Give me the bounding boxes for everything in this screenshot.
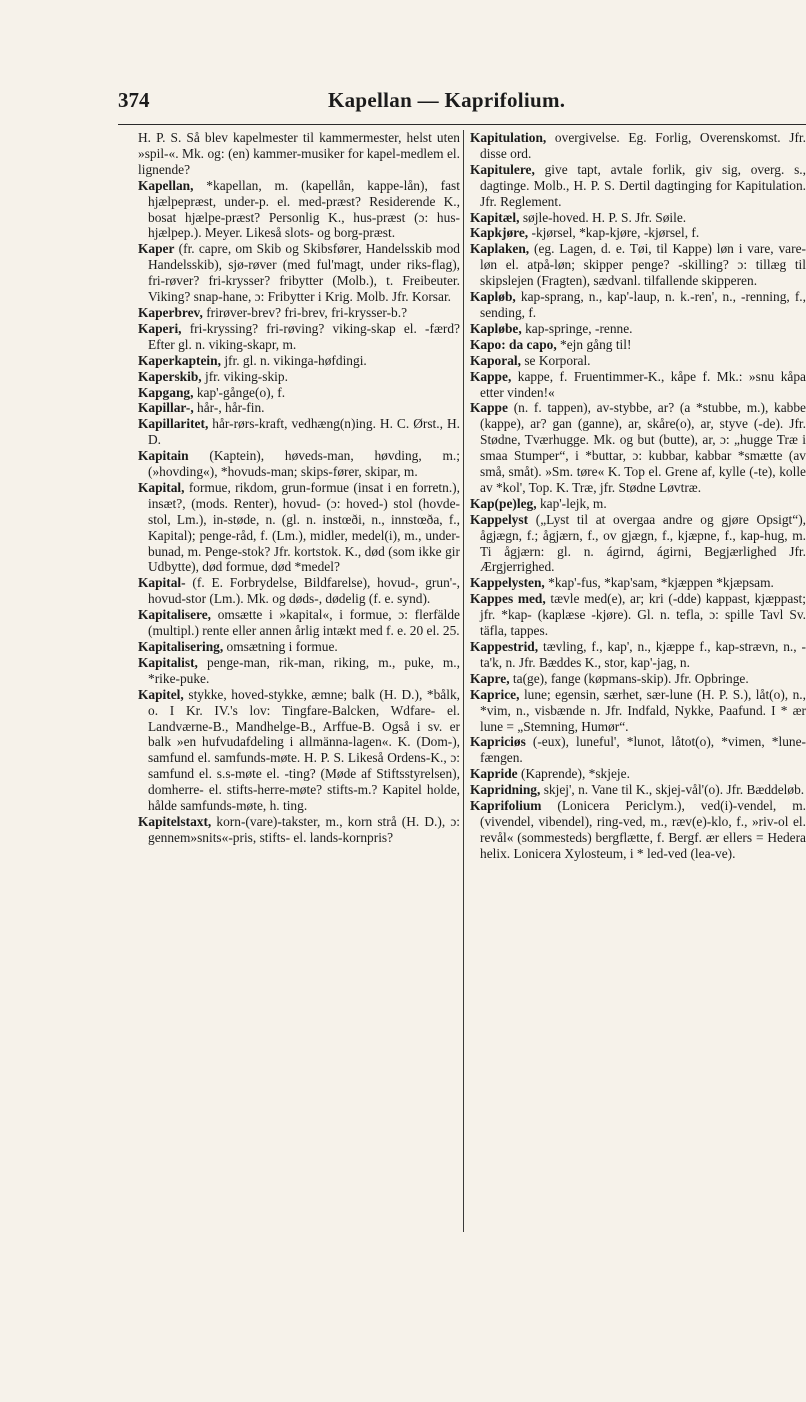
- dictionary-entry: [470, 734, 806, 766]
- dictionary-entry: [470, 321, 806, 337]
- entry-headword: Kapride: [470, 766, 518, 782]
- entry-definition: formue, rikdom, grun-formue (insat i en forretn.), insæt?, (mods. Renter), hovud- (ɔ: hoved-) stol (hovde-stol, Lm.), in-støde, n. (gl. n. instœði, n., innstœða, f., Kapital); penge-råd, f. (Lm.), midler, medel(i), m., under-bunad, m. Penge-stok? Jfr. kortstok. K., død (som ikke gir Udbytte), død formue, død *medel?: [148, 479, 460, 575]
- right-column: [470, 130, 806, 862]
- entry-headword: Kappelyst: [470, 511, 529, 527]
- entry-definition: -kjørsel, *kap-kjøre, -kjørsel, f.: [531, 225, 700, 241]
- entry-headword: Kapitulation,: [470, 130, 547, 145]
- entry-definition: lune; egensin, særhet, sær-lune (H. P. S.), låt(o), n., *vim, n., visbænde n. Jfr. Indfald, Nykke, Paafund. I * ær lune = „Stemning, Humør“.: [480, 686, 806, 734]
- entry-headword: Kaperskib,: [138, 368, 202, 384]
- entry-headword: Kapitain: [138, 448, 189, 464]
- entry-headword: Kapløbe,: [470, 320, 522, 336]
- dictionary-entry: [138, 178, 460, 242]
- dictionary-entry: [138, 416, 460, 448]
- dictionary-entry: [470, 639, 806, 671]
- entry-headword: Kapillar-,: [138, 400, 194, 416]
- entry-headword: Kapitelstaxt,: [138, 813, 212, 829]
- dictionary-entry: [470, 671, 806, 687]
- entry-definition: *kapellan, m. (kapellån, kappe-lån), fast hjælpepræst, under-p. el. med-præst? Residerende K., bosat hjælpe-præst? Personlig K., hus-præst (ɔ: hus-hjælpep.). Meyer. Likeså slots- og borg-præst.: [148, 177, 460, 241]
- entry-headword: Kapridning,: [470, 782, 541, 798]
- entry-headword: Kapital-: [138, 575, 186, 591]
- entry-headword: Kapitalisering,: [138, 639, 224, 654]
- entry-headword: Kapkjøre,: [470, 225, 529, 241]
- entry-definition: penge-man, rik-man, riking, m., puke, m., *rike-puke.: [148, 654, 460, 686]
- dictionary-entry: [470, 369, 806, 401]
- entry-definition: H. P. S. Så blev kapelmester til kammermester, helst uten »spil-«. Mk. og: (en) kammer-musiker for kapel-medlem el. lignende?: [138, 130, 460, 177]
- dictionary-entry: [138, 321, 460, 353]
- entry-headword: Kappe: [470, 400, 508, 416]
- dictionary-entry: [470, 591, 806, 639]
- entry-headword: Kaperi,: [138, 320, 182, 336]
- dictionary-entry: [470, 289, 806, 321]
- dictionary-entry: [470, 337, 806, 353]
- dictionary-entry: [470, 241, 806, 289]
- entry-headword: Kaplaken,: [470, 241, 530, 257]
- entry-definition: tævling, f., kap', n., kjæppe f., kap-strævn, n., -ta'k, n. Jfr. Bæddes K., stor, kap'-jag, n.: [480, 639, 806, 670]
- entry-definition: søjle-hoved. H. P. S. Jfr. Søile.: [522, 209, 687, 225]
- entry-headword: Kappestrid,: [470, 639, 539, 654]
- entry-definition: korn-(vare)-takster, m., korn strå (H. D.), ɔ: gennem»snits«-pris, stifts- el. lands-kornpris?: [148, 813, 460, 845]
- dictionary-entry: [138, 400, 460, 416]
- entry-definition: ta(ge), fange (køpmans-skip). Jfr. Opbringe.: [512, 670, 749, 686]
- entry-headword: Kappelysten,: [470, 575, 545, 591]
- entry-headword: Kaper: [138, 241, 175, 257]
- dictionary-entry: [470, 130, 806, 162]
- entry-definition: hår-rørs-kraft, vedhæng(n)ing. H. C. Ørst., H. D.: [148, 416, 460, 448]
- entry-headword: Kapitalisere,: [138, 607, 212, 623]
- entry-definition: (fr. capre, om Skib og Skibsfører, Handelsskib mod Handelsskib), sjø-røver (med ful'magt, under riks-flag), fri-røver? fri-krysser? fribytter (Molb.), t. Freibeuter. Viking? snap-hane, ɔ: Fribytter i Krig. Molb. Jfr. Korsar.: [148, 241, 460, 305]
- entry-headword: Kapital,: [138, 479, 185, 495]
- dictionary-entry: [138, 655, 460, 687]
- entry-headword: Kapo: da capo,: [470, 336, 557, 352]
- dictionary-entry: [138, 639, 460, 655]
- entry-definition: („Lyst til at overgaa andre og gjøre Opsigt“), ågjægn, f.; ågjærn, f., ov gjægn, f., kjæpne, f., kap-hug, m. Ti ågjærn: gl. n. ágirnd, ágirni, Begjærlighed Jfr. Ærgjerrighed.: [480, 511, 806, 575]
- entry-definition: (Lonicera Periclym.), ved(i)-vendel, m. (vivendel, vibendel), ring-ved, m., ræv(e)-klo, f., »riv-ol el. revål« (sommesteds) bergflætte, f. Bergf. ær ellers = Hedera helix. Lonicera Xylosteum, i * led-ved (lea-ve).: [480, 798, 806, 861]
- dictionary-entry: [138, 305, 460, 321]
- entry-definition: (Kaptein), høveds-man, høvding, m.; (»hovding«), *hovuds-man; skips-fører, skipar, m.: [148, 448, 460, 480]
- entry-definition: (eg. Lagen, d. e. Tøi, til Kappe) løn i vare, vare-løn el. atpå-løn; skipper penge? -skilling? ɔ: tillæg til skipslejen (Fragten), sædvanl. tilfallende skipperen.: [480, 241, 806, 289]
- entry-headword: Kappe,: [470, 368, 512, 384]
- entry-definition: (-eux), luneful', *lunot, låtot(o), *vimen, *lune-fængen.: [480, 734, 806, 766]
- entry-headword: Kapellan,: [138, 177, 194, 193]
- entry-definition: kap-springe, -renne.: [525, 320, 633, 336]
- page-header: [118, 84, 806, 125]
- dictionary-entry: [470, 782, 806, 798]
- entry-definition: (n. f. tappen), av-stybbe, ar? (a *stubbe, m.), kabbe (kappe), ar? gan (ganne), ar, skåre(o), ar, styve (-de). Jfr. Stødne, Tværhugge. Mk. og but (butte), ar, ɔ: „hugge Træ i smaa Stumper“, i *buttar, ɔ: kubbar, kabbar *smætte (av små, småt). »Sm. tøre« K. Top el. Grene af, kylle (-te), kolle av *kol', Top. K. Træ, jfr. Stødne Løvtræ.: [480, 400, 806, 495]
- dictionary-entry: [138, 607, 460, 639]
- dictionary-entry: [138, 130, 460, 178]
- entry-definition: fri-kryssing? fri-røving? viking-skap el. -færd? Efter gl. n. viking-skapr, m.: [148, 320, 460, 352]
- entry-headword: Kapløb,: [470, 289, 516, 305]
- entry-definition: kap'-gånge(o), f.: [196, 384, 286, 400]
- entry-headword: Kap(pe)leg,: [470, 495, 537, 511]
- entry-headword: Kapitalist,: [138, 654, 198, 670]
- entry-definition: kap-sprang, n., kap'-laup, n. k.-ren', n., -renning, f., sending, f.: [480, 289, 806, 320]
- entry-headword: Kapitel,: [138, 686, 184, 702]
- entry-headword: Kapitulere,: [470, 161, 535, 177]
- entry-definition: *ejn gång til!: [560, 336, 632, 352]
- dictionary-entry: [138, 369, 460, 385]
- left-column: [138, 130, 460, 846]
- entry-headword: Kapriciøs: [470, 734, 526, 750]
- dictionary-entry: [470, 353, 806, 369]
- running-head: Kapellan — Kaprifolium.: [328, 88, 566, 112]
- dictionary-entry: [138, 385, 460, 401]
- dictionary-entry: [470, 512, 806, 576]
- dictionary-entry: [470, 766, 806, 782]
- entry-headword: Kapre,: [470, 670, 510, 686]
- dictionary-entry: [138, 814, 460, 846]
- entry-headword: Kappes med,: [470, 591, 546, 607]
- entry-definition: kap'-lejk, m.: [539, 495, 607, 511]
- entry-definition: skjej', n. Vane til K., skjej-vål'(o). Jfr. Bæddeløb.: [543, 782, 805, 798]
- entry-headword: Kapillaritet,: [138, 416, 209, 432]
- dictionary-entry: [470, 162, 806, 210]
- dictionary-entry: [138, 353, 460, 369]
- entry-definition: frirøver-brev? fri-brev, fri-krysser-b.?: [206, 304, 408, 320]
- entry-headword: Kapgang,: [138, 384, 194, 400]
- dictionary-entry: [470, 798, 806, 862]
- entry-definition: stykke, hoved-stykke, æmne; balk (H. D.), *bålk, o. I Kr. IV.'s lov: Tingfare-Balcken, Wdfare- el. Landværne-B., Mandhelge-B., Arffue-B. Også i sv. er balk »en hufvudafdeling i allmänna-lagen«. K. (Dom-), samfund el. samfunds-møte. H. P. S. Likeså Ordens-K., ɔ: samfund el. s.s-møte el. -ting? (Møde af Stiftsstyrelsen), domherre- el. stifts-herre-møte? stifts-m.? Kapitel holde, hålde samfunds-møte, h. ting.: [148, 686, 461, 814]
- dictionary-entry: [138, 241, 460, 305]
- entry-definition: *kap'-fus, *kap'sam, *kjæppen *kjæpsam.: [548, 575, 774, 591]
- entry-headword: Kaperkaptein,: [138, 352, 221, 368]
- dictionary-entry: [138, 575, 460, 607]
- entry-headword: Kapitæl,: [470, 209, 520, 225]
- entry-definition: (Kaprende), *skjeje.: [520, 766, 630, 782]
- entry-definition: kappe, f. Fruentimmer-K., kåpe f. Mk.: »snu kåpa etter vinden!«: [480, 368, 806, 400]
- entry-headword: Kaperbrev,: [138, 304, 203, 320]
- entry-headword: Kaprifolium: [470, 798, 542, 814]
- dictionary-entry: [470, 210, 806, 226]
- dictionary-entry: [470, 575, 806, 591]
- entry-definition: hår-, hår-fin.: [197, 400, 265, 416]
- entry-headword: Kaprice,: [470, 686, 520, 702]
- entry-headword: Kaporal,: [470, 352, 521, 368]
- entry-definition: give tapt, avtale forlik, giv sig, overg. s., dagtinge. Molb., H. P. S. Dertil dagtinging for Kapitulation. Jfr. Reglement.: [480, 161, 806, 209]
- dictionary-entry: [138, 480, 460, 575]
- page-number: 374: [118, 88, 150, 112]
- entry-definition: omsætning i formue.: [226, 639, 338, 654]
- dictionary-entry: [138, 448, 460, 480]
- entry-definition: tævle med(e), ar; kri (-dde) kappast, kjæppast; jfr. *kap- (kaplæse -kjøre). Gl. n. tefla, ɔ: spille Tavl Sv. täfla, tappes.: [480, 591, 806, 639]
- entry-definition: (f. E. Forbrydelse, Bildfarelse), hovud-, grun'-, hovud-stor (Lm.). Mk. og døds-, dødelig (f. e. synd).: [148, 575, 460, 607]
- dictionary-entry: [470, 225, 806, 241]
- entry-definition: jfr. gl. n. vikinga-høfdingi.: [224, 352, 367, 368]
- dictionary-entry: [138, 687, 460, 814]
- entry-definition: jfr. viking-skip.: [204, 368, 288, 384]
- dictionary-entry: [470, 400, 806, 495]
- entry-definition: omsætte i »kapital«, i formue, ɔ: flerfälde (multipl.) rente eller annen årlig intækt med f. e. 20 el. 25.: [148, 607, 460, 639]
- dictionary-entry: [470, 496, 806, 512]
- entry-definition: overgivelse. Eg. Forlig, Overenskomst. Jfr. disse ord.: [480, 130, 806, 161]
- entry-definition: se Korporal.: [524, 352, 591, 368]
- column-divider: [463, 130, 464, 1232]
- dictionary-entry: [470, 687, 806, 735]
